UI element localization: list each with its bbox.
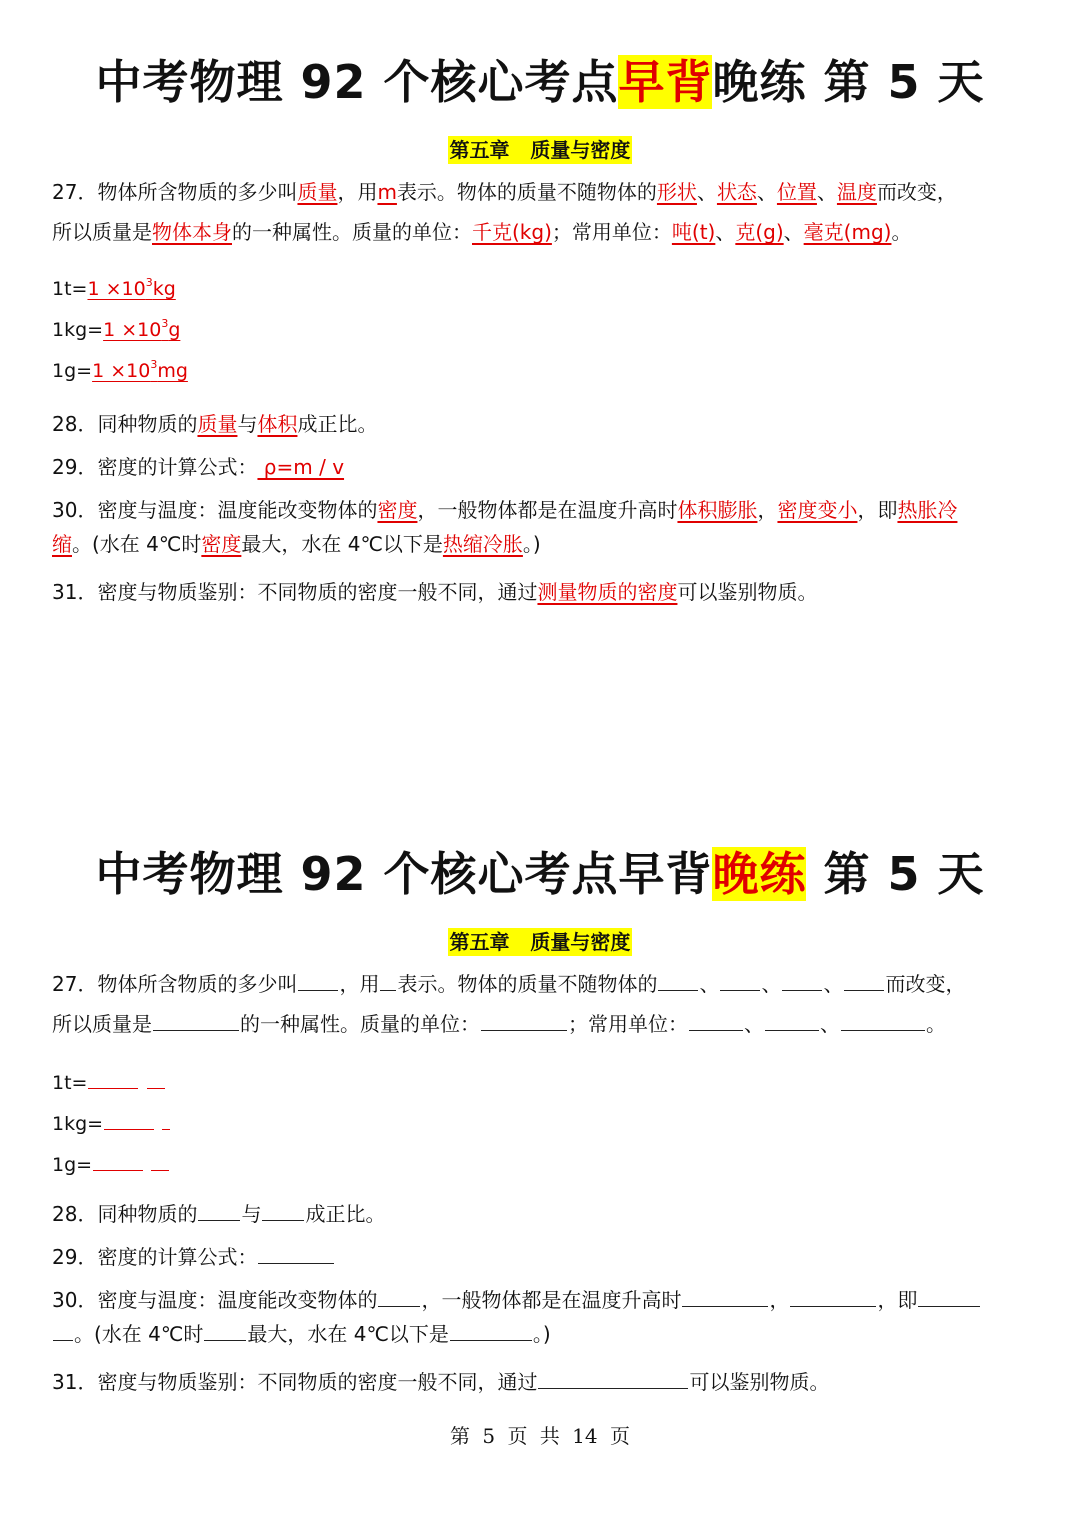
unit-conversion-t [52,276,176,300]
answer-blank[interactable] [538,1368,688,1389]
q30-answer-3: 密度变小 [777,498,858,522]
separator: 、 [820,1012,840,1036]
answer-blank[interactable] [765,1010,819,1031]
q27-text: 表示。物体的质量不随物体的 [396,180,657,204]
q27-text: ，用 [337,180,378,204]
unit-label: 1kg= [52,1113,104,1135]
q28-text: 与 [241,1202,262,1226]
answer-blank[interactable] [88,1068,138,1089]
q27-text: 27．物体所含物质的多少叫 [52,180,298,204]
question-27-line-2 [52,218,911,246]
q30-text: 。) [532,1322,551,1346]
q28-answer-2: 体积 [257,412,298,436]
exercise-27-line-1 [52,970,965,998]
q27-answer-1: 质量 [297,180,338,204]
title-highlight-wanlian: 晚练 [712,847,807,901]
question-31 [52,578,817,606]
q30-text: 30．密度与温度：温度能改变物体的 [52,498,378,522]
chapter-heading [0,134,1080,163]
q27-answer-10: 克(g) [735,220,784,244]
answer-blank[interactable] [682,1286,768,1307]
q30-answer-5: 密度 [201,532,242,556]
question-28 [52,410,377,438]
answer-blank[interactable] [782,970,822,991]
q27-text: 的一种属性。质量的单位： [232,220,472,244]
q27-text: 而改变， [876,180,957,204]
unit-exponent: 3 [150,358,158,371]
unit-label: 1t= [52,1072,88,1094]
q27-text: 所以质量是 [52,220,152,244]
page-title-morning [0,46,1080,112]
q30-answer-4: 热胀冷 [897,498,958,522]
q27-text: ；常用单位： [551,220,672,244]
exercise-31 [52,1368,829,1396]
separator: 、 [744,1012,764,1036]
q28-answer-1: 质量 [197,412,238,436]
separator: 、 [696,180,717,204]
answer-blank[interactable] [53,1320,73,1341]
unit-exponent: 3 [145,276,153,289]
unit-label: 1t= [52,278,88,300]
q27-answer-3: 形状 [656,180,697,204]
chapter-label: 第五章 质量与密度 [449,930,631,954]
q30-text: 最大，水在 4℃以下是 [241,532,443,556]
q30-text: 。) [522,532,541,556]
q31-text: 可以鉴别物质。 [677,580,818,604]
title-text: 中考物理 92 个核心考点 [95,55,619,109]
answer-blank[interactable] [378,1286,420,1307]
answer-blank[interactable] [162,1109,170,1130]
q28-text: 成正比。 [305,1202,386,1226]
question-30-line-2 [52,530,541,558]
q30-text: ，一般物体都是在温度升高时 [417,498,678,522]
q30-text: ， [769,1288,790,1312]
answer-blank[interactable] [790,1286,876,1307]
q30-text: ，即 [857,498,898,522]
q30-answer-4-cont: 缩 [52,532,72,556]
q30-answer-6: 热缩冷胀 [442,532,523,556]
unit-unit: kg [152,278,176,300]
unit-unit: g [168,319,181,341]
q31-text: 31．密度与物质鉴别：不同物质的密度一般不同，通过 [52,580,538,604]
unit-answer: 1 ×10 [103,319,162,341]
separator: 、 [715,220,736,244]
q29-answer: ρ=m / v [257,455,345,479]
q27-answer-2: m [377,180,397,204]
answer-blank[interactable] [844,970,884,991]
title-text-suffix: 第 5 天 [806,847,985,901]
answer-blank[interactable] [481,1010,567,1031]
unit-exercise-t [52,1068,166,1094]
separator: 、 [699,972,720,996]
answer-blank[interactable] [298,970,338,991]
q27-answer-6: 温度 [836,180,877,204]
q31-answer: 测量物质的密度 [537,580,678,604]
q30-answer-1: 密度 [377,498,418,522]
title-text: 中考物理 92 个核心考点早背 [95,847,713,901]
answer-blank[interactable] [720,970,760,991]
q30-text: 。(水在 4℃时 [74,1322,204,1346]
title-highlight-zaobei: 早背 [618,55,713,109]
separator: 、 [756,180,777,204]
q28-text: 成正比。 [297,412,378,436]
q28-text: 28．同种物质的 [52,412,198,436]
answer-blank[interactable] [918,1286,980,1307]
exercise-27-line-2 [52,1010,946,1038]
answer-blank[interactable] [153,1010,239,1031]
answer-blank[interactable] [689,1010,743,1031]
q27-answer-5: 位置 [776,180,817,204]
q30-answer-2: 体积膨胀 [677,498,758,522]
q30-text: ，一般物体都是在温度升高时 [421,1288,682,1312]
question-30-line-1 [52,496,957,524]
q27-text: 而改变， [885,972,966,996]
unit-exercise-kg [52,1109,171,1135]
q27-text: 。 [926,1012,946,1036]
separator: 、 [783,220,804,244]
q27-text: 表示。物体的质量不随物体的 [397,972,658,996]
q27-text: ；常用单位： [568,1012,688,1036]
answer-blank[interactable] [450,1320,532,1341]
answer-blank[interactable] [841,1010,925,1031]
unit-conversion-g [52,358,188,382]
exercise-28 [52,1200,385,1228]
chapter-label: 第五章 质量与密度 [449,138,631,162]
unit-exercise-g [52,1150,170,1176]
answer-blank[interactable] [93,1150,143,1171]
q27-text: 。 [891,220,912,244]
q31-text: 可以鉴别物质。 [689,1370,830,1394]
answer-blank[interactable] [658,970,698,991]
unit-label: 1g= [52,360,93,382]
title-text-suffix: 晚练 第 5 天 [712,55,985,109]
q31-text: 31．密度与物质鉴别：不同物质的密度一般不同，通过 [52,1370,538,1394]
q30-text: ， [757,498,778,522]
q27-text: ，用 [339,972,380,996]
separator: 、 [761,972,782,996]
answer-blank[interactable] [147,1068,165,1089]
answer-blank[interactable] [258,1243,334,1264]
answer-blank[interactable] [104,1109,154,1130]
exercise-30-line-2 [52,1320,551,1348]
page-number-footer: 第 5 页 共 14 页 [450,1424,630,1448]
q30-text: 。(水在 4℃时 [72,532,202,556]
q28-text: 与 [237,412,258,436]
answer-blank[interactable] [151,1150,169,1171]
exercise-29 [52,1243,335,1271]
q29-text: 29．密度的计算公式： [52,1245,258,1269]
answer-blank[interactable] [380,970,396,991]
question-27-line-1 [52,178,957,206]
unit-exponent: 3 [161,317,169,330]
question-29 [52,453,344,481]
q27-answer-11: 毫克(mg) [803,220,892,244]
separator: 、 [823,972,844,996]
unit-answer: 1 ×10 [87,278,146,300]
unit-label: 1kg= [52,319,104,341]
q29-text: 29．密度的计算公式： [52,455,258,479]
answer-blank[interactable] [204,1320,246,1341]
unit-unit: mg [157,360,188,382]
q30-text: ，即 [877,1288,918,1312]
q30-text: 30．密度与温度：温度能改变物体的 [52,1288,378,1312]
q27-answer-8: 千克(kg) [472,220,552,244]
q30-text: 最大，水在 4℃以下是 [247,1322,449,1346]
q27-text: 27．物体所含物质的多少叫 [52,972,298,996]
chapter-heading [0,926,1080,955]
page-title-evening [0,838,1080,904]
q27-text: 的一种属性。质量的单位： [240,1012,480,1036]
q27-text: 所以质量是 [52,1012,152,1036]
separator: 、 [816,180,837,204]
answer-blank[interactable] [198,1200,240,1221]
answer-blank[interactable] [262,1200,304,1221]
unit-answer: 1 ×10 [92,360,151,382]
q27-answer-9: 吨(t) [671,220,716,244]
unit-conversion-kg [52,317,180,341]
unit-label: 1g= [52,1154,93,1176]
q27-answer-7: 物体本身 [152,220,232,244]
exercise-30-line-1 [52,1286,981,1314]
q28-text: 28．同种物质的 [52,1202,198,1226]
q27-answer-4: 状态 [716,180,757,204]
